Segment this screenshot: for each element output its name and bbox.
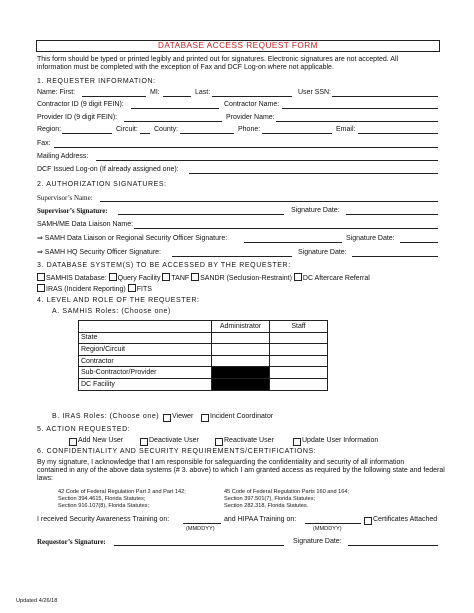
samh-liaison-signature-field[interactable] (244, 242, 342, 243)
law-left-2: Section 394.4615, Florida Statutes; (58, 496, 146, 502)
certification-text-line2: contained in any of the above data systems (# 3. above) to which I am granted access as required by the following state and federal (37, 467, 445, 474)
region-label: Region: (37, 126, 62, 133)
section-3-heading: 3. DATABASE SYSTEM(S) TO BE ACCESSED BY THE REQUESTER: (37, 262, 291, 269)
contractor-name-field[interactable] (282, 108, 438, 109)
admin-cell-disabled (212, 367, 270, 379)
table-row (79, 344, 328, 356)
add-new-user-checkbox[interactable] (69, 438, 77, 446)
update-user-info-checkbox[interactable] (293, 438, 301, 446)
add-new-user-label: Add New User (78, 437, 124, 444)
samhis-checkbox[interactable] (37, 273, 45, 281)
iras-option[interactable] (37, 286, 126, 293)
table-header-cell (79, 321, 212, 333)
row-label: Contractor (79, 355, 212, 367)
updated-footer: Updated 4/26/18 (16, 598, 58, 604)
table-header-cell: Staff (270, 321, 328, 333)
contractor-id-label: Contractor ID (9 digit FEIN): (37, 101, 124, 108)
contractor-name-label: Contractor Name: (224, 101, 280, 108)
staff-cell[interactable] (270, 367, 328, 379)
samh-liaison-date-label: Signature Date: (346, 235, 395, 242)
security-training-date-field[interactable] (183, 523, 221, 524)
user-ssn-label: User SSN: (298, 89, 332, 96)
row-label: DC Facility (79, 378, 212, 390)
staff-cell[interactable] (270, 344, 328, 356)
first-name-field[interactable] (82, 96, 146, 97)
first-name-label: Name: First: (37, 89, 76, 96)
dc-aftercare-checkbox[interactable] (294, 273, 302, 281)
deactivate-user-label: Deactivate User (149, 437, 199, 444)
hq-security-signature-label: ⇒ SAMH HQ Security Officer Signature: (37, 249, 161, 256)
reactivate-user-checkbox[interactable] (215, 438, 223, 446)
requestor-signature-date-field[interactable] (348, 545, 438, 546)
law-left-1: 42 Code of Federal Regulation Part 2 and Part 142; (58, 489, 186, 495)
circuit-field[interactable] (140, 133, 150, 134)
iras-label: IRAS (Incident Reporting) (46, 286, 126, 293)
table-row (79, 367, 328, 379)
section-6-heading: 6. CONFIDENTIALITY AND SECURITY REQUIREMENTS/CERTIFICATIONS: (37, 448, 317, 455)
iras-viewer-label: Viewer (172, 413, 194, 420)
sandr-label: SANDR (Seclusion-Restraint) (200, 275, 292, 282)
hipaa-training-label: and HIPAA Training on: (224, 516, 297, 523)
row-label: State (79, 332, 212, 344)
deactivate-user-checkbox[interactable] (140, 438, 148, 446)
mi-field[interactable] (163, 96, 191, 97)
iras-viewer-checkbox[interactable] (163, 414, 171, 422)
table-row (79, 332, 328, 344)
staff-cell[interactable] (270, 332, 328, 344)
update-user-info-label: Update User Information (302, 437, 379, 444)
law-right-2: Section 397.501(7), Florida Statutes; (224, 496, 316, 502)
database-options-row2 (37, 284, 152, 294)
samh-liaison-date-field[interactable] (400, 242, 438, 243)
supervisor-name-field[interactable] (100, 201, 438, 202)
contractor-id-field[interactable] (131, 108, 219, 109)
county-label: County: (154, 126, 179, 133)
admin-cell[interactable] (212, 355, 270, 367)
dc-aftercare-option[interactable] (294, 275, 370, 282)
certificates-attached-checkbox[interactable] (364, 517, 372, 525)
last-name-label: Last: (195, 89, 211, 96)
section-4-heading: 4. LEVEL AND ROLE OF THE REQUESTER: (37, 297, 200, 304)
table-header-cell: Administrator (212, 321, 270, 333)
iras-checkbox[interactable] (37, 284, 45, 292)
mi-label: MI: (150, 89, 160, 96)
hipaa-training-date-field[interactable] (305, 523, 361, 524)
requestor-signature-label: Requestor’s Signature: (37, 538, 106, 546)
admin-cell-disabled (212, 378, 270, 390)
security-training-date-format: (MMDDYY) (186, 526, 215, 532)
hipaa-training-date-format: (MMDDYY) (313, 526, 342, 532)
iras-roles-heading: B. IRAS Roles: (Choose one) (52, 413, 160, 420)
intro-text-line1: This form should be typed or printed legibly and printed out for signatures. Electronic signatures are not accepted. All (37, 56, 399, 63)
reactivate-user-label: Reactivate User (224, 437, 274, 444)
sandr-option[interactable] (191, 275, 292, 282)
security-training-label: I received Security Awareness Training on: (37, 516, 170, 523)
law-right-3: Section 282.318, Florida Statutes. (224, 503, 309, 509)
supervisor-signature-field[interactable] (118, 214, 284, 215)
provider-name-label: Provider Name: (226, 114, 275, 121)
hq-security-date-label: Signature Date: (298, 249, 347, 256)
requestor-signature-field[interactable] (114, 545, 284, 546)
phone-label: Phone: (238, 126, 261, 133)
staff-cell[interactable] (270, 378, 328, 390)
staff-cell[interactable] (270, 355, 328, 367)
samh-liaison-name-label: SAMH/ME Data Liaison Name: (37, 221, 134, 228)
circuit-label: Circuit: (116, 126, 138, 133)
user-ssn-field[interactable] (332, 96, 438, 97)
table-row (79, 355, 328, 367)
tanf-option[interactable] (162, 275, 189, 282)
admin-cell[interactable] (212, 344, 270, 356)
dc-aftercare-label: DC Aftercare Referral (302, 275, 370, 282)
tanf-label: TANF (171, 275, 190, 282)
fax-field[interactable] (54, 147, 438, 148)
supervisor-signature-label: Supervisor’s Signature: (37, 207, 108, 215)
table-header-row (79, 321, 328, 333)
fax-label: Fax: (37, 140, 51, 147)
hq-security-signature-field[interactable] (172, 256, 292, 257)
database-options-row1 (37, 273, 370, 283)
tanf-checkbox[interactable] (162, 273, 170, 281)
certificates-attached-label: Certificates Attached (373, 516, 438, 523)
supervisor-signature-date-field[interactable] (346, 214, 438, 215)
samh-liaison-name-field[interactable] (134, 228, 438, 229)
query-facility-option[interactable] (109, 275, 161, 282)
samhis-database-option[interactable] (37, 275, 107, 282)
query-facility-checkbox[interactable] (109, 273, 117, 281)
section-2-heading: 2. AUTHORIZATION SIGNATURES: (37, 181, 167, 188)
query-facility-label: Query Facility (117, 275, 161, 282)
provider-id-field[interactable] (124, 121, 222, 122)
phone-field[interactable] (262, 133, 332, 134)
sandr-checkbox[interactable] (191, 273, 199, 281)
row-label: Sub-Contractor/Provider (79, 367, 212, 379)
fits-checkbox[interactable] (128, 284, 136, 292)
county-field[interactable] (180, 133, 234, 134)
iras-coordinator-checkbox[interactable] (201, 414, 209, 422)
mailing-address-label: Mailing Address: (37, 153, 89, 160)
table-row (79, 378, 328, 390)
samhis-roles-table (78, 320, 328, 391)
provider-id-label: Provider ID (9 digit FEIN): (37, 114, 118, 121)
admin-cell[interactable] (212, 332, 270, 344)
region-field[interactable] (62, 133, 112, 134)
intro-text-line2: information must be completed with the exception of Fax and DCF Log-on where not applicable. (37, 64, 334, 71)
form-title: DATABASE ACCESS REQUEST FORM (36, 40, 440, 52)
email-field[interactable] (358, 133, 438, 134)
mailing-address-field[interactable] (96, 160, 438, 161)
samhis-roles-heading: A. SAMHIS Roles: (Choose one) (52, 308, 171, 315)
dcf-logon-label: DCF Issued Log-on (If already assigned one): (37, 166, 179, 173)
section-5-heading: 5. ACTION REQUESTED: (37, 426, 131, 433)
certification-text-line3: laws: (37, 475, 53, 482)
samhis-label: SAMHIS Database: (46, 275, 107, 282)
provider-name-field[interactable] (276, 121, 438, 122)
iras-coordinator-label: Incident Coordinator (210, 413, 274, 420)
law-left-3: Section 916.107(8), Florida Statutes; (58, 503, 150, 509)
last-name-field[interactable] (212, 96, 292, 97)
fits-option[interactable] (128, 286, 152, 293)
hq-security-date-field[interactable] (352, 256, 438, 257)
supervisor-signature-date-label: Signature Date: (291, 207, 340, 214)
supervisor-name-label: Supervisor’s Name: (37, 194, 93, 202)
dcf-logon-field[interactable] (189, 173, 438, 174)
section-1-heading: 1. REQUESTER INFORMATION: (37, 78, 156, 85)
certification-text-line1: By my signature, I acknowledge that I am responsible for safeguarding the confidentiality and security of all information (37, 459, 405, 466)
email-label: Email: (336, 126, 356, 133)
law-right-1: 45 Code of Federal Regulation Parts 160 and 164; (224, 489, 350, 495)
samh-liaison-signature-label: ⇒ SAMH Data Liaison or Regional Security Officer Signature: (37, 235, 228, 242)
fits-label: FITS (136, 286, 152, 293)
row-label: Region/Circuit (79, 344, 212, 356)
requestor-signature-date-label: Signature Date: (293, 538, 342, 545)
